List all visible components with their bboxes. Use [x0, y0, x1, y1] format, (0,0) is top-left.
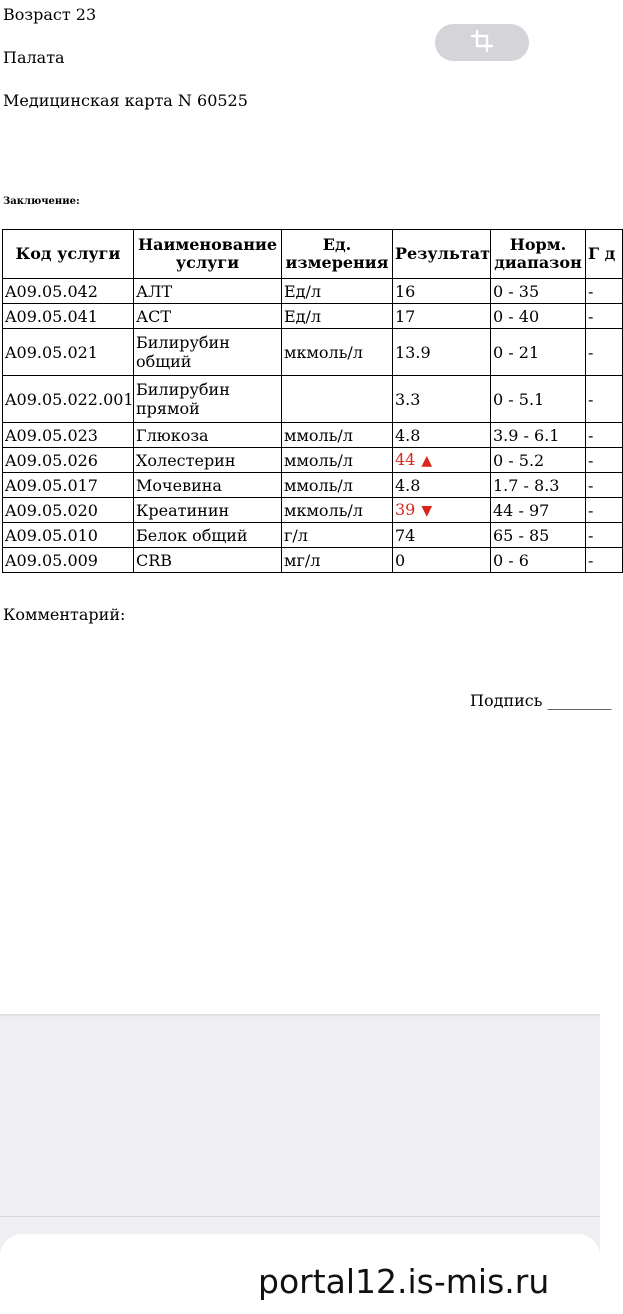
- cell-unit: мг/л: [282, 548, 393, 573]
- header-unit: Ед. измерения: [282, 230, 393, 279]
- cell-result: 16: [393, 279, 491, 304]
- patient-ward: Палата: [3, 48, 65, 67]
- signature-label: Подпись ________: [470, 691, 612, 710]
- cell-unit: ммоль/л: [282, 423, 393, 448]
- header-range: Норм. диапазон: [491, 230, 586, 279]
- cell-extra: -: [586, 304, 623, 329]
- cell-code: A09.05.009: [3, 548, 134, 573]
- cell-code: A09.05.022.001: [3, 376, 134, 423]
- header-extra: Г д: [586, 230, 623, 279]
- cell-result: [393, 448, 491, 473]
- cell-extra: -: [586, 423, 623, 448]
- cell-result: 17: [393, 304, 491, 329]
- browser-url[interactable]: portal12.is-mis.ru: [258, 1262, 550, 1301]
- cell-name: АСТ: [134, 304, 282, 329]
- table-row: [3, 473, 623, 498]
- cell-code: A09.05.026: [3, 448, 134, 473]
- cell-range: 0 - 40: [491, 304, 586, 329]
- table-row: [3, 498, 623, 523]
- cell-range: 3.9 - 6.1: [491, 423, 586, 448]
- cell-range: 44 - 97: [491, 498, 586, 523]
- lab-results-table: [2, 229, 623, 573]
- cell-result: 4.8: [393, 473, 491, 498]
- cell-code: A09.05.023: [3, 423, 134, 448]
- cell-code: A09.05.010: [3, 523, 134, 548]
- cell-unit: ммоль/л: [282, 448, 393, 473]
- cell-name: Билирубин общий: [134, 329, 282, 376]
- cell-name: CRB: [134, 548, 282, 573]
- cell-extra: -: [586, 523, 623, 548]
- cell-range: 0 - 6: [491, 548, 586, 573]
- cell-result: 3.3: [393, 376, 491, 423]
- table-row: [3, 279, 623, 304]
- cell-name: Креатинин: [134, 498, 282, 523]
- cell-extra: -: [586, 448, 623, 473]
- cell-unit: мкмоль/л: [282, 498, 393, 523]
- header-result: Результат: [393, 230, 491, 279]
- crop-icon: [471, 30, 493, 56]
- table-row: [3, 548, 623, 573]
- cell-name: Глюкоза: [134, 423, 282, 448]
- cell-name: Билирубин прямой: [134, 376, 282, 423]
- cell-unit: г/л: [282, 523, 393, 548]
- cell-unit: ммоль/л: [282, 473, 393, 498]
- cell-range: 1.7 - 8.3: [491, 473, 586, 498]
- table-header-row: [3, 230, 623, 279]
- table-row: [3, 523, 623, 548]
- cell-range: 0 - 35: [491, 279, 586, 304]
- cell-unit: мкмоль/л: [282, 329, 393, 376]
- cell-unit: [282, 376, 393, 423]
- cell-name: Мочевина: [134, 473, 282, 498]
- patient-age: Возраст 23: [3, 5, 97, 24]
- cell-code: A09.05.017: [3, 473, 134, 498]
- cell-extra: -: [586, 498, 623, 523]
- comment-label: Комментарий:: [3, 605, 126, 624]
- header-code: Код услуги: [3, 230, 134, 279]
- cell-code: A09.05.020: [3, 498, 134, 523]
- cell-unit: Ед/л: [282, 279, 393, 304]
- toolbar-divider: [0, 1216, 600, 1217]
- conclusion-label: Заключение:: [3, 196, 80, 207]
- cell-range: 0 - 21: [491, 329, 586, 376]
- flagged-result-value: 44: [395, 449, 416, 469]
- page-shadow: [0, 1014, 600, 1017]
- cell-range: 0 - 5.1: [491, 376, 586, 423]
- cell-name: Белок общий: [134, 523, 282, 548]
- flagged-result-value: 39: [395, 499, 416, 519]
- cell-code: A09.05.042: [3, 279, 134, 304]
- cell-extra: -: [586, 279, 623, 304]
- cell-result: [393, 498, 491, 523]
- cell-extra: -: [586, 329, 623, 376]
- cell-result: 0: [393, 548, 491, 573]
- cell-range: 0 - 5.2: [491, 448, 586, 473]
- medical-card-number: Медицинская карта N 60525: [3, 91, 248, 110]
- cell-result: 4.8: [393, 423, 491, 448]
- cell-unit: Ед/л: [282, 304, 393, 329]
- cell-result: 13.9: [393, 329, 491, 376]
- table-row: [3, 448, 623, 473]
- arrow-down-icon: ▼: [421, 502, 433, 519]
- cell-extra: -: [586, 473, 623, 498]
- cell-name: АЛТ: [134, 279, 282, 304]
- table-row: [3, 329, 623, 376]
- cell-name: Холестерин: [134, 448, 282, 473]
- cell-extra: -: [586, 548, 623, 573]
- arrow-up-icon: ▲: [421, 452, 433, 469]
- cell-range: 65 - 85: [491, 523, 586, 548]
- table-row: [3, 376, 623, 423]
- table-row: [3, 423, 623, 448]
- crop-button[interactable]: [435, 24, 529, 61]
- cell-code: A09.05.021: [3, 329, 134, 376]
- table-row: [3, 304, 623, 329]
- cell-code: A09.05.041: [3, 304, 134, 329]
- cell-extra: -: [586, 376, 623, 423]
- header-name: Наименование услуги: [134, 230, 282, 279]
- cell-result: 74: [393, 523, 491, 548]
